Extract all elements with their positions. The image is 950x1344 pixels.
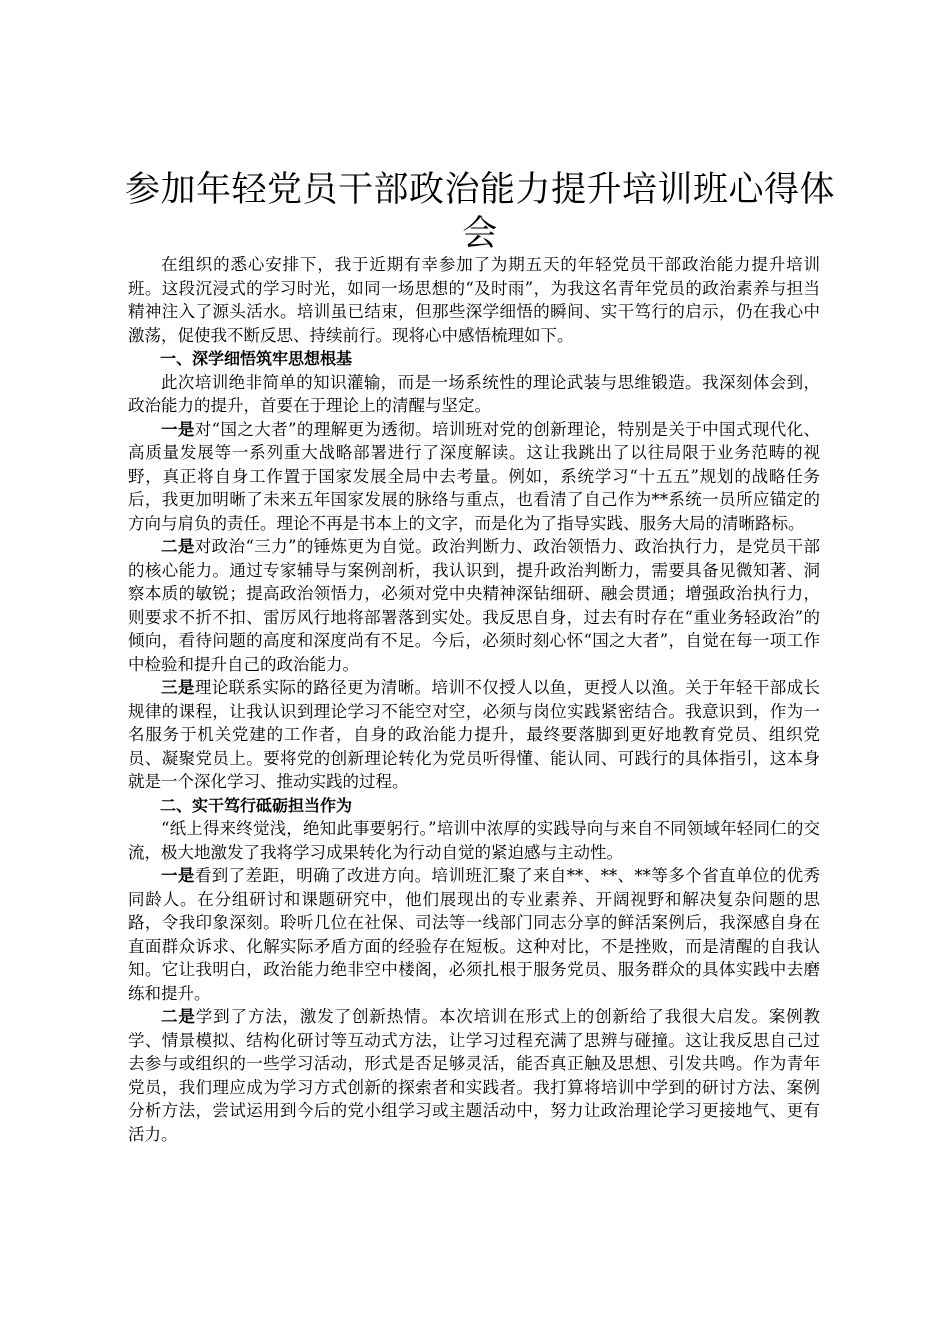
intro-paragraph: 在组织的悉心安排下，我于近期有幸参加了为期五天的年轻党员干部政治能力提升培训班。这段沉浸式的学习时光，如同一场思想的“及时雨”，为我这名青年党员的政治素养与担当精神注入了源头活水。培训虽已结束，但那些深学细悟的瞬间、实干笃行的启示，仍在我心中激荡，促使我不断反思、持续前行。现将心中感悟梳理如下。: [128, 255, 820, 345]
point-lead: 二是: [161, 1007, 196, 1026]
section-2-point-2: [128, 1005, 820, 1146]
document-title: 参加年轻党员干部政治能力提升培训班心得体会: [124, 170, 835, 254]
point-text: 看到了差距，明确了改进方向。培训班汇聚了来自**、**、**等多个省直单位的优秀同龄人。在分组研讨和课题研究中，他们展现出的专业素养、开阔视野和解决复杂问题的思路，令我印象深刻。聆听几位在社保、司法等一线部门同志分享的鲜活案例后，我深感自身在直面群众诉求、化解实际矛盾方面的经验存在短板。这种对比，不是挫败，而是清醒的自我认知。它让我明白，政治能力绝非空中楼阁，必须扎根于服务党员、服务群众的具体实践中去磨练和提升。: [128, 866, 821, 1003]
section-2-intro: “纸上得来终觉浅，绝知此事要躬行。”培训中浓厚的实践导向与来自不同领域年轻同仁的交流，极大地激发了我将学习成果转化为行动自觉的紧迫感与主动性。: [128, 819, 820, 862]
section-1-point-1: [128, 418, 820, 536]
point-text: 对政治“三力”的锤炼更为自觉。政治判断力、政治领悟力、政治执行力，是党员干部的核心能力。通过专家辅导与案例剖析，我认识到，提升政治判断力，需要具备见微知著、洞察本质的敏锐；提高政治领悟力，必须对党中央精神深钻细研、融会贯通；增强政治执行力，则要求不折不扣、雷厉风行地将部署落到实处。我反思自身，过去有时存在“重业务轻政治”的倾向，看待问题的高度和深度尚有不足。今后，必须时刻心怀“国之大者”，自觉在每一项工作中检验和提升自己的政治能力。: [128, 537, 821, 674]
point-lead: 二是: [161, 537, 195, 556]
section-2-point-1: [128, 864, 820, 1005]
point-lead: 一是: [161, 419, 195, 439]
point-text: 理论联系实际的路径更为清晰。培训不仅授人以鱼，更授人以渔。关于年轻干部成长规律的课程，让我认识到理论学习不能空对空，必须与岗位实践紧密结合。我意识到，作为一名服务于机关党建的工作者，自身的政治能力提升，最终要落脚到更好地教育党员、组织党员、凝聚党员上。要将党的创新理论转化为党员听得懂、能认同、可践行的具体指引，这本身就是一个深化学习、推动实践的过程。: [128, 678, 821, 791]
document-body: [128, 253, 820, 1146]
section-1-intro: 此次培训绝非简单的知识灌输，而是一场系统性的理论武装与思维锻造。我深刻体会到，政治能力的提升，首要在于理论上的清醒与坚定。: [128, 372, 820, 415]
point-text: 学到了方法，激发了创新热情。本次培训在形式上的创新给了我很大启发。案例教学、情景模拟、结构化研讨等互动式方法，让学习过程充满了思辨与碰撞。这让我反思自己过去参与或组织的一些学习活动，形式是否足够灵活，能否真正触及思想、引发共鸣。作为青年党员，我们理应成为学习方式创新的探索者和实践者。我打算将培训中学到的研讨方法、案例分析方法，尝试运用到今后的党小组学习或主题活动中，努力让政治理论学习更接地气、更有活力。: [128, 1007, 821, 1144]
point-lead: 三是: [161, 678, 195, 697]
section-2-heading: 二、实干笃行砥砺担当作为: [160, 795, 353, 815]
point-lead: 一是: [161, 866, 195, 885]
section-1-heading: 一、深学细悟筑牢思想根基: [160, 349, 353, 368]
section-1-point-3: [128, 676, 820, 794]
point-text: 对“国之大者”的理解更为透彻。培训班对党的创新理论，特别是关于中国式现代化、高质量发展等一系列重大战略部署进行了深度解读。这让我跳出了以往局限于业务范畴的视野，真正将自身工作置于国家发展全局中去考量。例如，系统学习“十五五”规划的战略任务后，我更加明晰了未来五年国家发展的脉络与重点，也看清了自己作为**系统一员所应锚定的方向与肩负的责任。理论不再是书本上的文字，而是化为了指导实践、服务大局的清晰路标。: [128, 419, 821, 533]
section-1-point-2: [128, 535, 820, 676]
